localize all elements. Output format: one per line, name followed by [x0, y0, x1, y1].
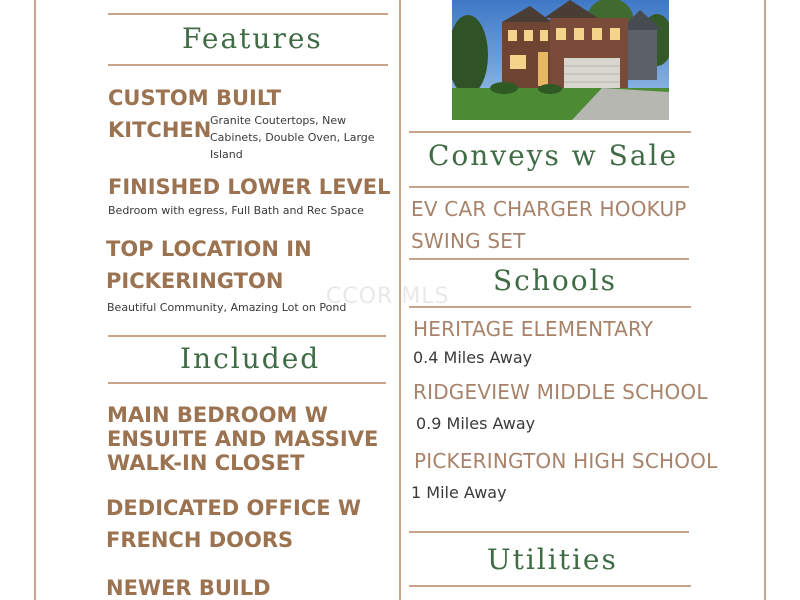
- feature-title: CUSTOM BUILT: [108, 86, 282, 110]
- feature-title: FINISHED LOWER LEVEL: [108, 175, 391, 199]
- school-distance: 0.4 Miles Away: [413, 348, 533, 367]
- school-name: HERITAGE ELEMENTARY: [413, 317, 654, 341]
- included-line: WALK-IN CLOSET: [107, 451, 305, 475]
- included-line: MAIN BEDROOM W: [107, 403, 328, 427]
- schools-rule-top: [409, 258, 689, 260]
- feature-detail: Bedroom with egress, Full Bath and Rec Space: [108, 204, 364, 217]
- included-line: DEDICATED OFFICE W: [106, 496, 362, 520]
- included-heading: Included: [180, 342, 321, 375]
- school-name: PICKERINGTON HIGH SCHOOL: [414, 449, 718, 473]
- house-photo: [452, 0, 669, 120]
- school-distance: 0.9 Miles Away: [416, 414, 536, 433]
- included-line: FRENCH DOORS: [106, 528, 294, 552]
- school-name: RIDGEVIEW MIDDLE SCHOOL: [413, 380, 708, 404]
- included-line: ENSUITE AND MASSIVE: [107, 427, 379, 451]
- conveys-item: SWING SET: [411, 229, 526, 253]
- conveys-rule-top: [409, 131, 691, 133]
- features-heading: Features: [182, 22, 323, 55]
- utilities-rule-top: [409, 531, 689, 533]
- left-border: [34, 0, 36, 600]
- schools-rule-bottom: [409, 306, 691, 308]
- utilities-heading: Utilities: [487, 543, 618, 576]
- school-distance: 1 Mile Away: [411, 483, 507, 502]
- included-line: NEWER BUILD: [106, 576, 271, 600]
- feature-title: KITCHEN: [108, 118, 212, 142]
- conveys-rule-bottom: [409, 186, 689, 188]
- included-rule-bottom: [108, 382, 386, 384]
- mls-watermark: CCOR MLS: [326, 284, 450, 309]
- conveys-heading: Conveys w Sale: [428, 139, 679, 172]
- features-rule-bottom: [108, 64, 388, 66]
- feature-title: PICKERINGTON: [106, 269, 284, 293]
- feature-detail: Granite Coutertops, New Cabinets, Double Oven, Large Island: [210, 114, 375, 161]
- schools-heading: Schools: [493, 264, 617, 297]
- feature-detail: Beautiful Community, Amazing Lot on Pond: [107, 301, 347, 314]
- utilities-rule-bottom: [409, 585, 691, 587]
- feature-title: TOP LOCATION IN: [106, 237, 312, 261]
- right-border: [764, 0, 766, 600]
- features-rule-top: [108, 13, 388, 15]
- included-rule-top: [108, 335, 386, 337]
- conveys-item: EV CAR CHARGER HOOKUP: [411, 197, 687, 221]
